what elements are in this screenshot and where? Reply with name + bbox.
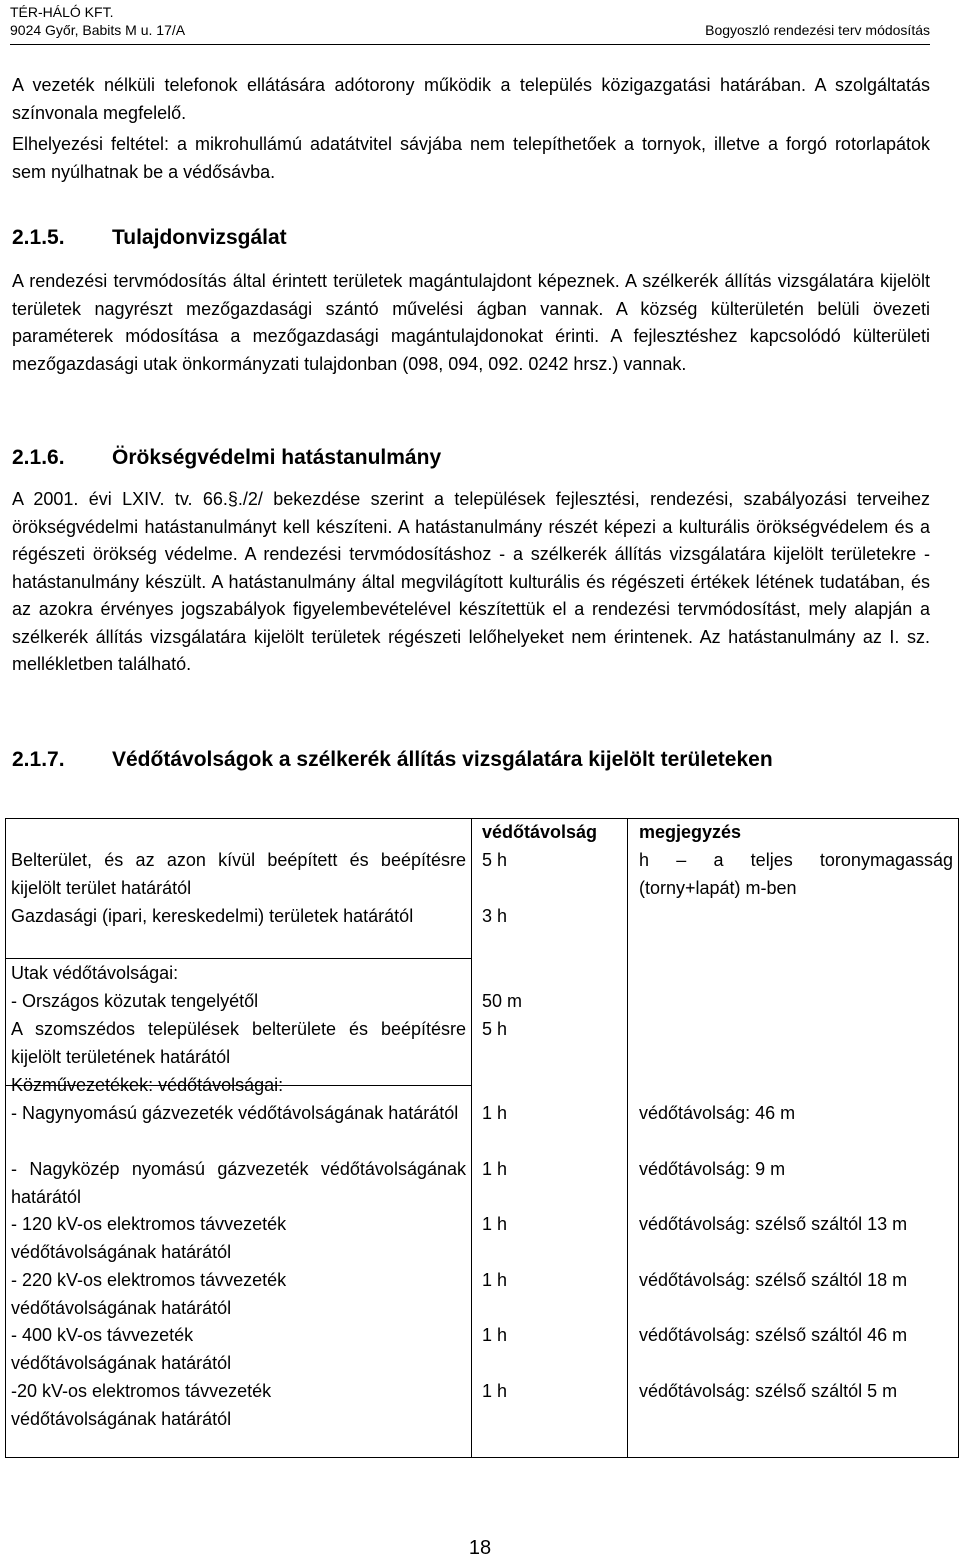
document-title: Bogyoszló rendezési terv módosítás — [705, 22, 930, 38]
section-title: Tulajdonvizsgálat — [112, 226, 287, 249]
table-row-note: h – a teljes toronymagasság (torny+lapát) m-ben — [639, 850, 953, 898]
ownership-paragraph: A rendezési tervmódosítás által érintett területek magántulajdont képeznek. A szélkerék állítás vizsgálatára kijelölt területek nagyrészt mezőgazdasági szántó művelési ágban vannak. A község külterületén belüli övezeti paraméterek módosítása a mezőgazdasági magántulajdonokat érinti. A fejlesztéshez kapcsolódó külterületi mezőgazdasági utak önkormányzati tulajdonban (098, 094, 092. 0242 hrsz.) vannak. — [12, 271, 930, 374]
table-row-note: védőtávolság: szélső száltól 18 m — [639, 1270, 908, 1290]
header-divider — [10, 44, 930, 45]
table-row-note: védőtávolság: 46 m — [639, 1103, 796, 1123]
table-row-note: védőtávolság: szélső száltól 46 m — [639, 1325, 908, 1345]
table-row-value: 1 h — [482, 1159, 508, 1179]
table-row-value: 5 h — [482, 850, 508, 870]
table-row-label: - 220 kV-os elektromos távvezeték védőtávolságának határától — [11, 1270, 287, 1318]
table-row-note: védőtávolság: szélső száltól 5 m — [639, 1381, 898, 1401]
table-row-label: Gazdasági (ipari, kereskedelmi) területek határától — [11, 906, 414, 926]
table-row-value: 1 h — [482, 1270, 508, 1290]
intro-paragraph-1: A vezeték nélküli telefonok ellátására adótorony működik a település közigazgatási határában. A szolgáltatás színvonala megfelelő. — [12, 75, 930, 123]
section-heading-distances — [12, 748, 773, 772]
table-row-value: 1 h — [482, 1325, 508, 1345]
section-heading-ownership — [12, 226, 287, 250]
company-name: TÉR-HÁLÓ KFT. — [10, 4, 114, 20]
heritage-paragraph: A 2001. évi LXIV. tv. 66.§./2/ bekezdése szerint a települések fejlesztési, rendezési, szabályozási terveihez örökségvédelmi hatástanulmányt kell készíteni. A hatástanulmány részét képezi a kulturális örökségvédelem és a régészeti örökség védelme. A rendezési tervmódosításhoz - a szélkerék állítás vizsgálatára kijelölt területekre - hatástanulmány készült. A hatástanulmány által megvilágított kulturális és régészeti értékek létének tudatában, és az azokra érvényes jogszabályok figyelembevételével készítettük el a rendezési tervmódosítást, mely alapján a szélkerék állítás vizsgálatára kijelölt területek régészeti lelőhelyeket nem érintenek. Az hatástanulmány az I. sz. mellékletben található. — [12, 489, 930, 674]
table-row-value: 50 m — [482, 991, 523, 1011]
distance-table — [5, 818, 959, 1458]
table-row-label: - 120 kV-os elektromos távvezeték védőtávolságának határától — [11, 1214, 287, 1262]
table-row-value: 1 h — [482, 1103, 508, 1123]
section-number: 2.1.5. — [12, 226, 65, 249]
section-number: 2.1.7. — [12, 748, 65, 771]
table-row-label: -20 kV-os elektromos távvezeték védőtávolságának határától — [11, 1381, 272, 1429]
column-header-distance: védőtávolság — [482, 822, 598, 842]
table-row-value: 1 h — [482, 1381, 508, 1401]
page-header — [10, 0, 930, 48]
column-divider-1 — [471, 818, 472, 1458]
table-row-label: - Országos közutak tengelyétől — [11, 991, 259, 1011]
table-row-label: A szomszédos települések belterülete és beépítésre kijelölt területének határától — [11, 1019, 466, 1067]
table-row-value: 1 h — [482, 1214, 508, 1234]
column-header-note: megjegyzés — [639, 822, 742, 842]
section-title: Védőtávolságok a szélkerék állítás vizsgálatára kijelölt területeken — [112, 748, 773, 771]
table-group-title: Közművezetékek: védőtávolságai: — [11, 1075, 284, 1095]
table-group-title: Utak védőtávolságai: — [11, 963, 179, 983]
table-row-label: - Nagynyomású gázvezeték védőtávolságának határától — [11, 1103, 459, 1123]
table-row-note: védőtávolság: 9 m — [639, 1159, 786, 1179]
company-address: 9024 Győr, Babits M u. 17/A — [10, 22, 186, 38]
table-row-label: - Nagyközép nyomású gázvezeték védőtávolságának határától — [11, 1159, 466, 1207]
section-title: Örökségvédelmi hatástanulmány — [112, 446, 442, 469]
intro-paragraph-2: Elhelyezési feltétel: a mikrohullámú adatátvitel sávjába nem telepíthetőek a tornyok, illetve a forgó rotorlapátok sem nyúlhatnak be a védősávba. — [12, 134, 930, 182]
section-heading-heritage — [12, 446, 441, 470]
table-row-value: 3 h — [482, 906, 508, 926]
table-row-value: 5 h — [482, 1019, 508, 1039]
section-number: 2.1.6. — [12, 446, 65, 469]
table-row-label: Belterület, és az azon kívül beépített és beépítésre kijelölt terület határától — [11, 850, 466, 898]
page-number: 18 — [468, 1537, 492, 1559]
table-row-label: - 400 kV-os távvezeték védőtávolságának határától — [11, 1325, 232, 1373]
column-divider-2 — [627, 818, 628, 1458]
table-row-note: védőtávolság: szélső száltól 13 m — [639, 1214, 908, 1234]
